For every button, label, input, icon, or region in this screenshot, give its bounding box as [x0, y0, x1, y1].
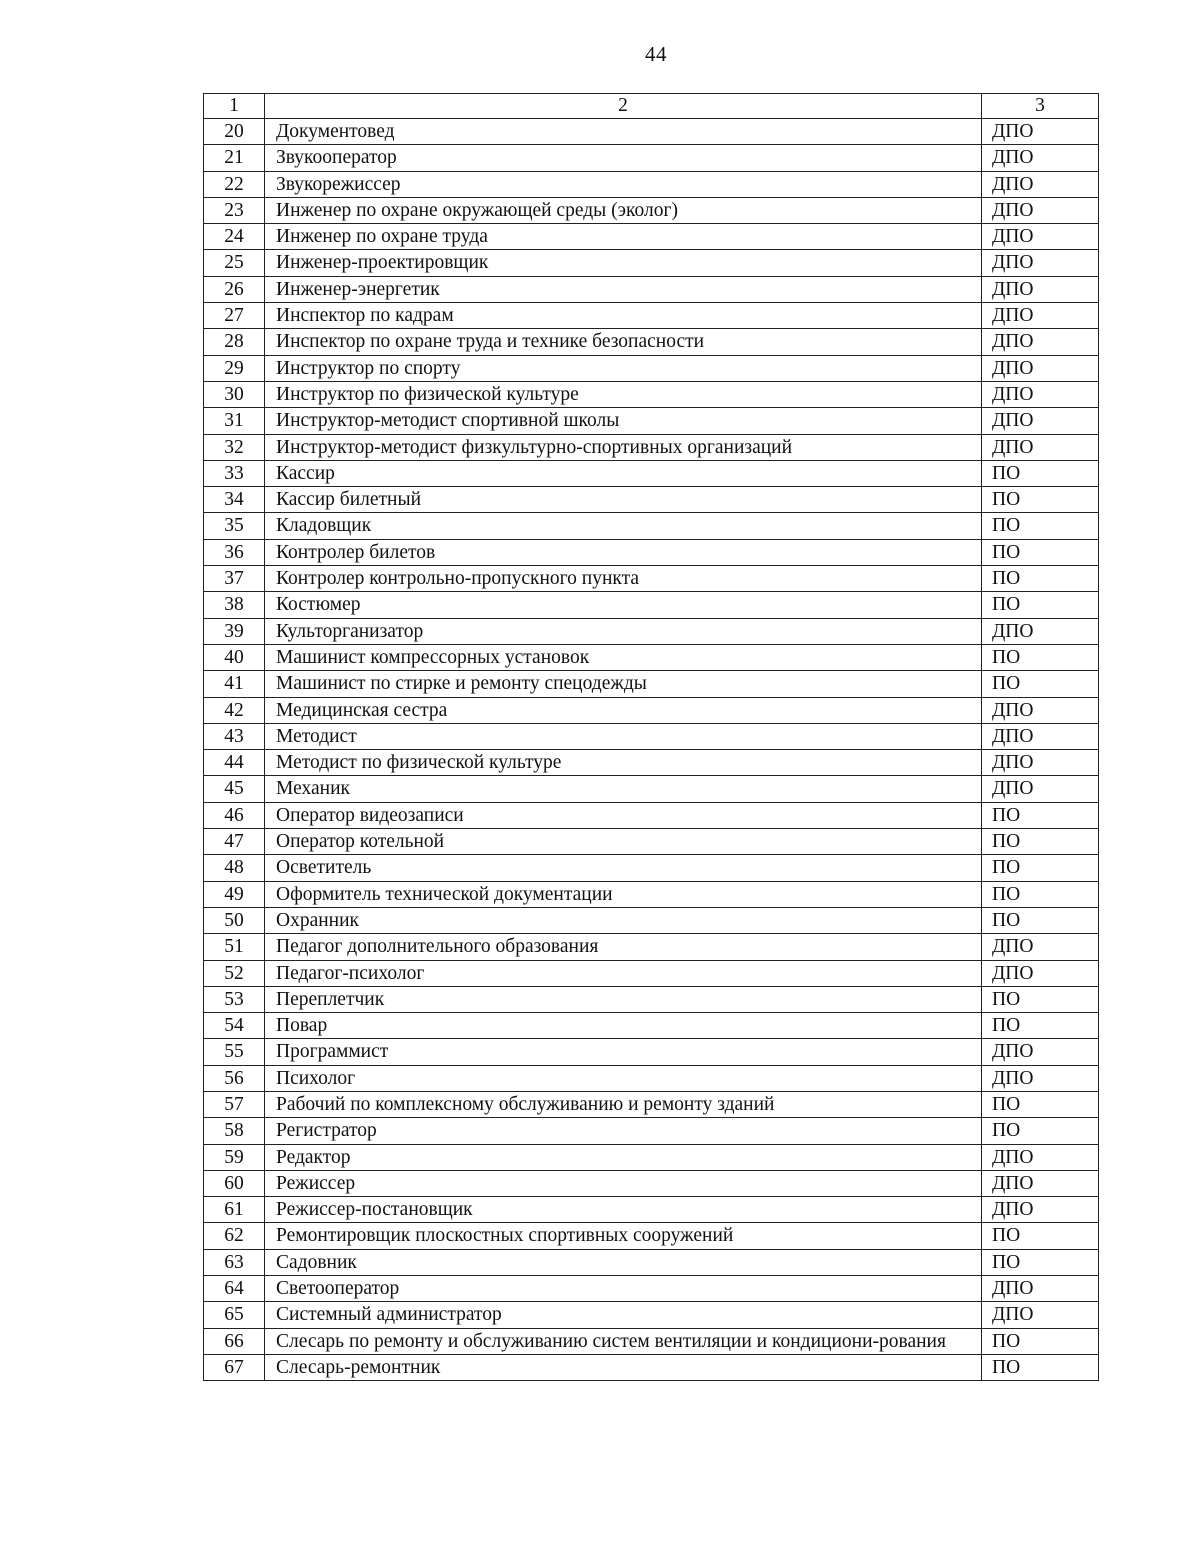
profession-name-cell: Методист по физической культуре [265, 750, 982, 776]
education-type-cell: ДПО [982, 434, 1099, 460]
education-type-cell: ПО [982, 671, 1099, 697]
table-row [204, 881, 1099, 907]
profession-name-cell: Оператор видеозаписи [265, 802, 982, 828]
table-row [204, 592, 1099, 618]
row-number-cell: 61 [204, 1197, 265, 1223]
education-type-cell: ДПО [982, 960, 1099, 986]
professions-table [203, 93, 1099, 1381]
profession-name-cell: Редактор [265, 1144, 982, 1170]
row-number-cell: 24 [204, 224, 265, 250]
row-number-cell: 40 [204, 644, 265, 670]
education-type-cell: ДПО [982, 697, 1099, 723]
profession-name-cell: Инженер по охране окружающей среды (эколог) [265, 197, 982, 223]
education-type-cell: ПО [982, 855, 1099, 881]
row-number-cell: 51 [204, 934, 265, 960]
row-number-cell: 29 [204, 355, 265, 381]
profession-name-cell: Педагог-психолог [265, 960, 982, 986]
education-type-cell: ПО [982, 644, 1099, 670]
education-type-cell: ДПО [982, 776, 1099, 802]
row-number-cell: 26 [204, 276, 265, 302]
profession-name-cell: Повар [265, 1013, 982, 1039]
row-number-cell: 65 [204, 1302, 265, 1328]
row-number-cell: 46 [204, 802, 265, 828]
profession-name-cell: Педагог дополнительного образования [265, 934, 982, 960]
table-row [204, 224, 1099, 250]
education-type-cell: ПО [982, 487, 1099, 513]
table-row [204, 250, 1099, 276]
profession-name-cell: Инженер-проектировщик [265, 250, 982, 276]
profession-name-cell: Инструктор-методист физкультурно-спортивных организаций [265, 434, 982, 460]
row-number-cell: 25 [204, 250, 265, 276]
table-row [204, 697, 1099, 723]
education-type-cell: ДПО [982, 1039, 1099, 1065]
table-row [204, 381, 1099, 407]
row-number-cell: 41 [204, 671, 265, 697]
education-type-cell: ПО [982, 907, 1099, 933]
education-type-cell: ДПО [982, 934, 1099, 960]
table-row [204, 750, 1099, 776]
row-number-cell: 21 [204, 145, 265, 171]
table-row [204, 303, 1099, 329]
profession-name-cell: Машинист по стирке и ремонту спецодежды [265, 671, 982, 697]
profession-name-cell: Слесарь-ремонтник [265, 1354, 982, 1380]
profession-name-cell: Инспектор по охране труда и технике безопасности [265, 329, 982, 355]
table-row [204, 671, 1099, 697]
education-type-cell: ПО [982, 460, 1099, 486]
education-type-cell: ПО [982, 986, 1099, 1012]
header-col-2: 2 [265, 94, 982, 119]
education-type-cell: ДПО [982, 381, 1099, 407]
education-type-cell: ПО [982, 539, 1099, 565]
profession-name-cell: Инструктор по спорту [265, 355, 982, 381]
row-number-cell: 45 [204, 776, 265, 802]
table-row [204, 644, 1099, 670]
row-number-cell: 62 [204, 1223, 265, 1249]
row-number-cell: 37 [204, 566, 265, 592]
table-row [204, 329, 1099, 355]
table-row [204, 1354, 1099, 1380]
table-row [204, 434, 1099, 460]
profession-name-cell: Машинист компрессорных установок [265, 644, 982, 670]
profession-name-cell: Контролер билетов [265, 539, 982, 565]
table-row [204, 487, 1099, 513]
row-number-cell: 49 [204, 881, 265, 907]
education-type-cell: ДПО [982, 276, 1099, 302]
profession-name-cell: Костюмер [265, 592, 982, 618]
row-number-cell: 39 [204, 618, 265, 644]
table-row [204, 1039, 1099, 1065]
row-number-cell: 43 [204, 723, 265, 749]
profession-name-cell: Садовник [265, 1249, 982, 1275]
profession-name-cell: Культорганизатор [265, 618, 982, 644]
profession-name-cell: Охранник [265, 907, 982, 933]
profession-name-cell: Кассир [265, 460, 982, 486]
profession-name-cell: Инспектор по кадрам [265, 303, 982, 329]
table-row [204, 855, 1099, 881]
row-number-cell: 22 [204, 171, 265, 197]
table-row [204, 460, 1099, 486]
table-row [204, 276, 1099, 302]
table-row [204, 1118, 1099, 1144]
table-row [204, 1302, 1099, 1328]
row-number-cell: 44 [204, 750, 265, 776]
education-type-cell: ДПО [982, 119, 1099, 145]
education-type-cell: ПО [982, 1249, 1099, 1275]
education-type-cell: ДПО [982, 145, 1099, 171]
profession-name-cell: Слесарь по ремонту и обслуживанию систем вентиляции и кондициони-рования [265, 1328, 982, 1354]
profession-name-cell: Режиссер [265, 1170, 982, 1196]
education-type-cell: ПО [982, 1013, 1099, 1039]
education-type-cell: ПО [982, 566, 1099, 592]
profession-name-cell: Медицинская сестра [265, 697, 982, 723]
profession-name-cell: Программист [265, 1039, 982, 1065]
row-number-cell: 32 [204, 434, 265, 460]
row-number-cell: 58 [204, 1118, 265, 1144]
row-number-cell: 42 [204, 697, 265, 723]
profession-name-cell: Регистратор [265, 1118, 982, 1144]
row-number-cell: 30 [204, 381, 265, 407]
education-type-cell: ПО [982, 881, 1099, 907]
profession-name-cell: Режиссер-постановщик [265, 1197, 982, 1223]
table-row [204, 776, 1099, 802]
education-type-cell: ДПО [982, 250, 1099, 276]
education-type-cell: ПО [982, 592, 1099, 618]
education-type-cell: ДПО [982, 1144, 1099, 1170]
profession-name-cell: Ремонтировщик плоскостных спортивных сооружений [265, 1223, 982, 1249]
education-type-cell: ПО [982, 1328, 1099, 1354]
row-number-cell: 35 [204, 513, 265, 539]
table-row [204, 723, 1099, 749]
table-row [204, 145, 1099, 171]
profession-name-cell: Методист [265, 723, 982, 749]
education-type-cell: ДПО [982, 355, 1099, 381]
row-number-cell: 64 [204, 1276, 265, 1302]
table-row [204, 1144, 1099, 1170]
profession-name-cell: Контролер контрольно-пропускного пункта [265, 566, 982, 592]
row-number-cell: 59 [204, 1144, 265, 1170]
education-type-cell: ПО [982, 513, 1099, 539]
header-col-1: 1 [204, 94, 265, 119]
education-type-cell: ПО [982, 1223, 1099, 1249]
table-row [204, 408, 1099, 434]
table-row [204, 802, 1099, 828]
table-row [204, 1328, 1099, 1354]
education-type-cell: ДПО [982, 1302, 1099, 1328]
table-row [204, 618, 1099, 644]
table-row [204, 1091, 1099, 1117]
profession-name-cell: Психолог [265, 1065, 982, 1091]
profession-name-cell: Оформитель технической документации [265, 881, 982, 907]
profession-name-cell: Кассир билетный [265, 487, 982, 513]
education-type-cell: ДПО [982, 750, 1099, 776]
table-row [204, 197, 1099, 223]
table-row [204, 1249, 1099, 1275]
profession-name-cell: Механик [265, 776, 982, 802]
header-col-3: 3 [982, 94, 1099, 119]
education-type-cell: ДПО [982, 1197, 1099, 1223]
row-number-cell: 53 [204, 986, 265, 1012]
row-number-cell: 36 [204, 539, 265, 565]
profession-name-cell: Рабочий по комплексному обслуживанию и ремонту зданий [265, 1091, 982, 1117]
row-number-cell: 55 [204, 1039, 265, 1065]
education-type-cell: ДПО [982, 197, 1099, 223]
profession-name-cell: Инженер-энергетик [265, 276, 982, 302]
row-number-cell: 20 [204, 119, 265, 145]
row-number-cell: 27 [204, 303, 265, 329]
profession-name-cell: Переплетчик [265, 986, 982, 1012]
profession-name-cell: Осветитель [265, 855, 982, 881]
education-type-cell: ДПО [982, 723, 1099, 749]
profession-name-cell: Оператор котельной [265, 829, 982, 855]
profession-name-cell: Документовед [265, 119, 982, 145]
row-number-cell: 31 [204, 408, 265, 434]
education-type-cell: ПО [982, 829, 1099, 855]
education-type-cell: ДПО [982, 303, 1099, 329]
row-number-cell: 28 [204, 329, 265, 355]
education-type-cell: ПО [982, 1091, 1099, 1117]
profession-name-cell: Инженер по охране труда [265, 224, 982, 250]
row-number-cell: 34 [204, 487, 265, 513]
table-row [204, 513, 1099, 539]
table-row [204, 566, 1099, 592]
row-number-cell: 52 [204, 960, 265, 986]
row-number-cell: 33 [204, 460, 265, 486]
profession-name-cell: Инструктор по физической культуре [265, 381, 982, 407]
education-type-cell: ПО [982, 802, 1099, 828]
education-type-cell: ДПО [982, 224, 1099, 250]
row-number-cell: 57 [204, 1091, 265, 1117]
table-row [204, 829, 1099, 855]
education-type-cell: ДПО [982, 1065, 1099, 1091]
row-number-cell: 48 [204, 855, 265, 881]
table-row [204, 171, 1099, 197]
education-type-cell: ПО [982, 1354, 1099, 1380]
table-row [204, 960, 1099, 986]
row-number-cell: 54 [204, 1013, 265, 1039]
table-body [204, 94, 1099, 1381]
profession-name-cell: Звукооператор [265, 145, 982, 171]
row-number-cell: 50 [204, 907, 265, 933]
row-number-cell: 23 [204, 197, 265, 223]
row-number-cell: 38 [204, 592, 265, 618]
profession-name-cell: Звукорежиссер [265, 171, 982, 197]
table-row [204, 1276, 1099, 1302]
table-row [204, 1223, 1099, 1249]
page-number: 44 [645, 42, 667, 66]
table-row [204, 934, 1099, 960]
table-row [204, 119, 1099, 145]
education-type-cell: ДПО [982, 1276, 1099, 1302]
profession-name-cell: Системный администратор [265, 1302, 982, 1328]
row-number-cell: 60 [204, 1170, 265, 1196]
education-type-cell: ДПО [982, 171, 1099, 197]
education-type-cell: ДПО [982, 408, 1099, 434]
row-number-cell: 63 [204, 1249, 265, 1275]
education-type-cell: ПО [982, 1118, 1099, 1144]
education-type-cell: ДПО [982, 329, 1099, 355]
table-row [204, 355, 1099, 381]
row-number-cell: 56 [204, 1065, 265, 1091]
row-number-cell: 67 [204, 1354, 265, 1380]
row-number-cell: 66 [204, 1328, 265, 1354]
profession-name-cell: Кладовщик [265, 513, 982, 539]
table-row [204, 1013, 1099, 1039]
profession-name-cell: Инструктор-методист спортивной школы [265, 408, 982, 434]
table-row [204, 907, 1099, 933]
table-row [204, 539, 1099, 565]
education-type-cell: ДПО [982, 618, 1099, 644]
table-row [204, 1170, 1099, 1196]
table-row [204, 1065, 1099, 1091]
row-number-cell: 47 [204, 829, 265, 855]
table-row [204, 1197, 1099, 1223]
profession-name-cell: Светооператор [265, 1276, 982, 1302]
education-type-cell: ДПО [982, 1170, 1099, 1196]
table-row [204, 986, 1099, 1012]
table-header-row [204, 94, 1099, 119]
